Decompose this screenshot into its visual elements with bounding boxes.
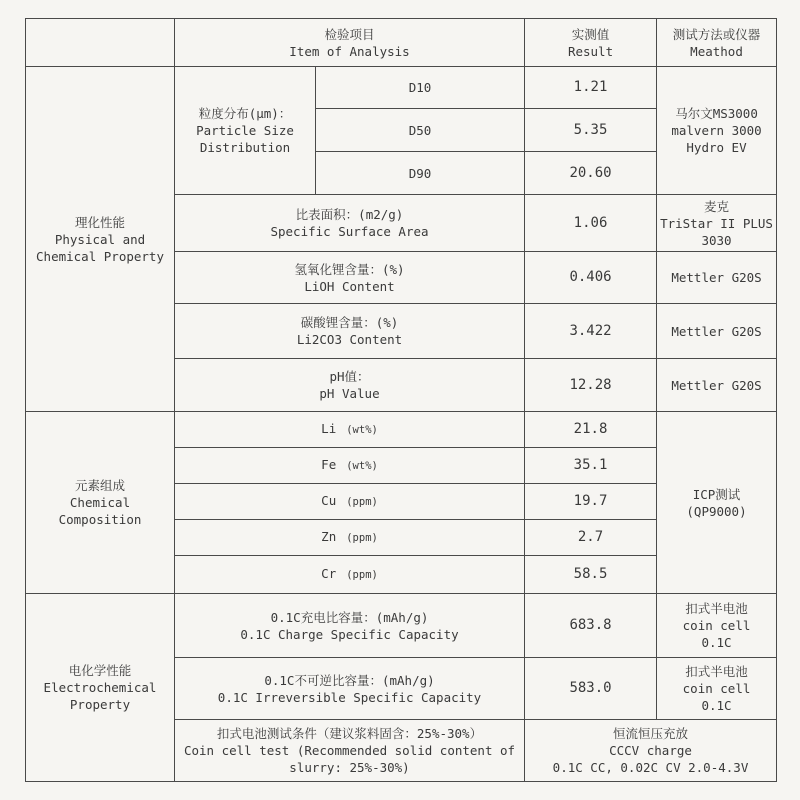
spec-table xyxy=(25,18,777,782)
ssa-value: 1.06 xyxy=(525,195,657,252)
lioh-label-zh: 氢氧化锂含量：(%) xyxy=(294,261,405,277)
charge-label xyxy=(175,594,525,658)
ssa-method-3: 3030 xyxy=(701,232,732,248)
header-method-en: Meathod xyxy=(690,43,743,59)
coin-method xyxy=(525,720,777,782)
coin-label-en2: slurry: 25%-30%) xyxy=(289,760,410,775)
li2co3-method: Mettler G20S xyxy=(657,304,777,359)
table-row xyxy=(26,67,777,109)
element-fe-name: Fe xyxy=(321,457,337,472)
element-cr-unit: (ppm) xyxy=(346,569,378,581)
ph-label-zh: pH值： xyxy=(329,369,370,384)
lioh-value: 0.406 xyxy=(525,252,657,304)
psd-d90-name: D90 xyxy=(316,152,525,195)
irrev-method-2: coin cell xyxy=(682,681,751,696)
table-row xyxy=(26,412,777,448)
coin-label-zh: 扣式电池测试条件（建议浆料固含：25%-30%） xyxy=(216,726,483,741)
category-physical-en1: Physical and xyxy=(54,231,146,247)
charge-method-1: 扣式半电池 xyxy=(685,601,748,616)
charge-method-3: 0.1C xyxy=(701,635,732,650)
irrev-value: 583.0 xyxy=(525,658,657,720)
header-result-en: Result xyxy=(567,43,614,59)
header-method xyxy=(657,19,777,67)
header-method-zh: 测试方法或仪器 xyxy=(672,26,761,42)
element-zn-name: Zn xyxy=(321,529,337,544)
header-item-en: Item of Analysis xyxy=(289,43,410,59)
ssa-method-2: TriStar II PLUS xyxy=(660,215,773,231)
coin-method-1: 恒流恒压充放 xyxy=(613,726,689,741)
psd-label-en1: Particle Size xyxy=(196,123,294,138)
header-result xyxy=(525,19,657,67)
category-chemical-zh: 元素组成 xyxy=(74,478,125,493)
irrev-label-en: 0.1C Irreversible Specific Capacity xyxy=(217,689,482,705)
icp-method-1: ICP测试 xyxy=(692,486,741,502)
ph-value: 12.28 xyxy=(525,359,657,412)
table-row xyxy=(26,594,777,658)
charge-method-2: coin cell xyxy=(682,618,751,633)
li2co3-label-zh: 碳酸锂含量：(%) xyxy=(300,315,399,330)
coin-label xyxy=(175,720,525,782)
charge-label-en: 0.1C Charge Specific Capacity xyxy=(240,626,459,642)
psd-d10-value: 1.21 xyxy=(525,67,657,109)
coin-method-2: CCCV charge xyxy=(609,743,692,758)
element-cr-name: Cr xyxy=(321,566,337,581)
irrev-label xyxy=(175,658,525,720)
header-blank xyxy=(26,19,175,67)
category-electro-en1: Electrochemical xyxy=(43,680,157,695)
li2co3-label xyxy=(175,304,525,359)
irrev-method-3: 0.1C xyxy=(701,698,732,713)
psd-method xyxy=(657,67,777,195)
lioh-label-en: LiOH Content xyxy=(304,278,395,294)
element-zn-value: 2.7 xyxy=(525,520,657,556)
category-chemical-en2: Composition xyxy=(58,512,142,527)
irrev-label-zh: 0.1C不可逆比容量：(mAh/g) xyxy=(264,672,435,688)
element-cu-value: 19.7 xyxy=(525,484,657,520)
element-li-label xyxy=(175,412,525,448)
charge-label-zh: 0.1C充电比容量：(mAh/g) xyxy=(270,609,429,625)
psd-method-2: malvern 3000 xyxy=(671,123,762,138)
element-cu-unit: (ppm) xyxy=(346,496,378,508)
psd-d90-value: 20.60 xyxy=(525,152,657,195)
element-cu-label xyxy=(175,484,525,520)
element-cu-name: Cu xyxy=(321,493,337,508)
ph-label-en: pH Value xyxy=(319,386,380,401)
psd-label-en2: Distribution xyxy=(199,140,291,155)
element-li-unit: (wt%) xyxy=(346,424,378,436)
psd-method-1: 马尔文MS3000 xyxy=(675,106,758,121)
category-physical xyxy=(26,67,175,412)
li2co3-value: 3.422 xyxy=(525,304,657,359)
ph-method: Mettler G20S xyxy=(657,359,777,412)
charge-value: 683.8 xyxy=(525,594,657,658)
irrev-method-1: 扣式半电池 xyxy=(685,664,748,679)
ssa-label-en: Specific Surface Area xyxy=(270,224,429,239)
lioh-label xyxy=(175,252,525,304)
header-item-zh: 检验项目 xyxy=(324,26,375,42)
coin-method-3: 0.1C CC, 0.02C CV 2.0-4.3V xyxy=(552,760,749,775)
li2co3-label-en: Li2CO3 Content xyxy=(296,332,403,347)
element-zn-label xyxy=(175,520,525,556)
element-fe-unit: (wt%) xyxy=(346,460,378,472)
irrev-method xyxy=(657,658,777,720)
charge-method xyxy=(657,594,777,658)
ssa-method-1: 麦克 xyxy=(704,198,730,214)
psd-label xyxy=(175,67,316,195)
psd-method-3: Hydro EV xyxy=(686,140,747,155)
element-fe-label xyxy=(175,448,525,484)
psd-d50-name: D50 xyxy=(316,109,525,152)
category-electro xyxy=(26,594,175,782)
psd-label-zh: 粒度分布(μm)： xyxy=(198,106,292,121)
header-result-zh: 实测值 xyxy=(571,26,610,42)
category-chemical-en1: Chemical xyxy=(69,495,131,510)
category-electro-zh: 电化学性能 xyxy=(68,663,132,678)
psd-d10-name: D10 xyxy=(316,67,525,109)
ph-label xyxy=(175,359,525,412)
category-physical-en2: Chemical Property xyxy=(36,248,164,264)
category-electro-en2: Property xyxy=(69,697,131,712)
ssa-label xyxy=(175,195,525,252)
element-cr-value: 58.5 xyxy=(525,556,657,594)
psd-d50-value: 5.35 xyxy=(525,109,657,152)
ssa-label-zh: 比表面积：(m2/g) xyxy=(295,207,404,222)
icp-method xyxy=(657,412,777,594)
element-fe-value: 35.1 xyxy=(525,448,657,484)
element-li-name: Li xyxy=(321,421,337,436)
lioh-method: Mettler G20S xyxy=(657,252,777,304)
element-cr-label xyxy=(175,556,525,594)
coin-label-en1: Coin cell test (Recommended solid content of xyxy=(183,743,516,758)
icp-method-2: (QP9000) xyxy=(686,503,747,519)
header-row xyxy=(26,19,777,67)
element-zn-unit: (ppm) xyxy=(346,532,378,544)
ssa-method xyxy=(657,195,777,252)
header-item xyxy=(175,19,525,67)
category-chemical xyxy=(26,412,175,594)
category-physical-zh: 理化性能 xyxy=(74,214,125,230)
element-li-value: 21.8 xyxy=(525,412,657,448)
